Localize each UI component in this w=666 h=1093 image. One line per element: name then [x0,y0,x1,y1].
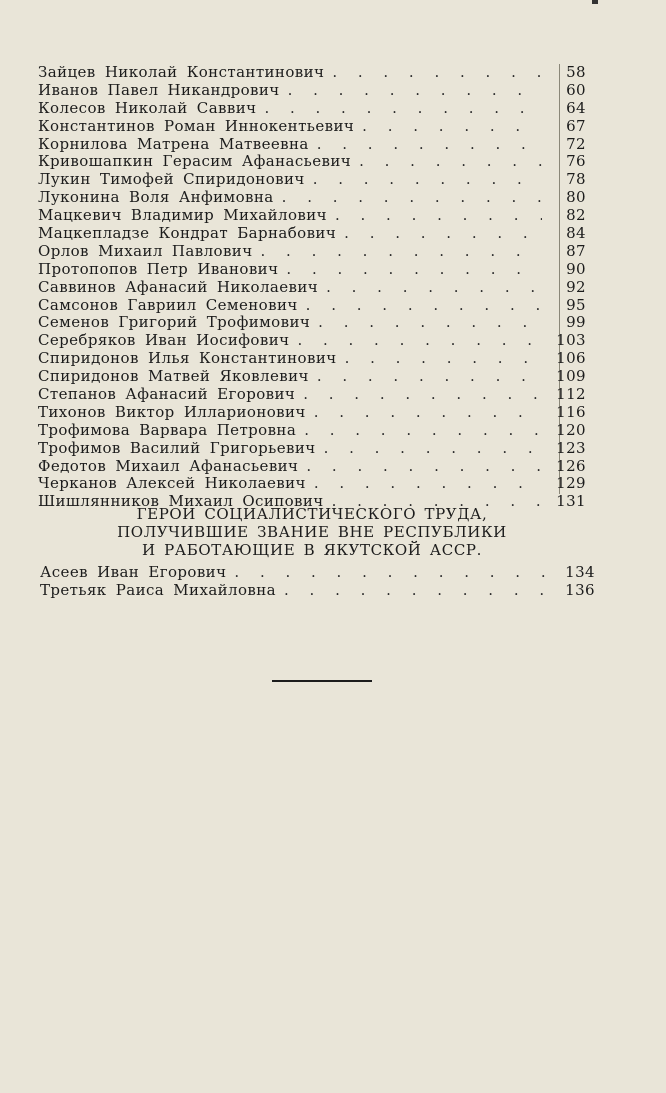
entry-name: Протопопов Петр Иванович [38,259,279,278]
entry-page-number: 120 [556,420,586,439]
entry-page-number: 136 [565,580,595,599]
dot-leader [314,475,542,493]
entry-name: Степанов Афанасий Егорович [38,385,296,404]
section-heading [38,505,586,559]
dot-leader [286,261,542,279]
dot-leader [317,368,542,386]
print-mark [592,0,598,4]
contents-entry [38,82,586,100]
contents-entry [38,297,586,315]
dot-leader [332,64,542,82]
contents-entry [38,153,586,171]
section-heading-line: ГЕРОИ СОЦИАЛИСТИЧЕСКОГО ТРУДА, [136,505,488,523]
entry-page-number: 134 [565,563,595,581]
entry-name: Семенов Григорий Трофимович [38,313,311,332]
contents-entry [38,332,586,350]
entry-name: Черканов Алексей Николаевич [38,474,306,493]
dot-leader [234,564,551,582]
entry-page-number: 116 [556,402,586,421]
section-heading-line: И РАБОТАЮЩИЕ В ЯКУТСКОЙ АССР. [142,541,482,559]
entry-name: Трофимов Василий Григорьевич [38,438,316,457]
dot-leader [345,350,542,368]
entry-page-number: 64 [566,98,586,117]
dot-leader [313,171,542,189]
contents-entry [38,189,586,207]
dot-leader [314,404,542,422]
contents-entry [38,243,586,261]
entry-page-number: 103 [556,331,586,350]
contents-entry [38,475,586,493]
section-contents-list [40,564,595,600]
entry-page-number: 80 [566,188,586,207]
dot-leader [304,422,542,440]
dot-leader [324,440,542,458]
entry-page-number: 112 [556,385,586,404]
contents-entry [38,386,586,404]
entry-page-number: 126 [556,456,586,475]
contents-entry [38,118,586,136]
contents-list [38,64,586,511]
dot-leader [288,82,542,100]
entry-name: Мацкевич Владимир Михайлович [38,206,327,225]
entry-name: Иванов Павел Никандрович [38,80,280,99]
entry-page-number: 58 [566,63,586,81]
entry-page-number: 92 [566,277,586,296]
section-heading-line: ПОЛУЧИВШИЕ ЗВАНИЕ ВНЕ РЕСПУБЛИКИ [117,523,507,541]
entry-page-number: 76 [566,152,586,171]
dot-leader [359,153,542,171]
contents-entry [40,582,595,600]
contents-entry [38,350,586,368]
dot-leader [282,189,542,207]
contents-entry [38,368,586,386]
contents-entry [38,225,586,243]
entry-name: Колесов Николай Саввич [38,98,257,117]
entry-name: Орлов Михаил Павлович [38,241,253,260]
dot-leader [318,314,542,332]
entry-page-number: 95 [566,295,586,314]
contents-entry [38,100,586,118]
entry-page-number: 106 [556,349,586,368]
dot-leader [344,225,542,243]
entry-name: Кривошапкин Герасим Афанасьевич [38,152,352,171]
dot-leader [335,207,542,225]
entry-page-number: 99 [566,313,586,332]
entry-page-number: 78 [566,170,586,189]
entry-page-number: 131 [556,492,586,511]
dot-leader [306,297,542,315]
entry-name: Лукин Тимофей Спиридонович [38,170,305,189]
entry-name: Спиридонов Илья Константинович [38,349,337,368]
contents-entry [38,207,586,225]
dot-leader [317,136,542,154]
entry-name: Корнилова Матрена Матвеевна [38,134,309,153]
entry-name: Шишлянников Михаил Осипович [38,492,324,511]
entry-name: Спиридонов Матвей Яковлевич [38,367,309,386]
entry-name: Зайцев Николай Константинович [38,63,325,81]
entry-page-number: 90 [566,259,586,278]
entry-name: Серебряков Иван Иосифович [38,331,290,350]
entry-name: Трофимова Варвара Петровна [38,420,297,439]
dot-leader [297,332,542,350]
entry-page-number: 82 [566,206,586,225]
contents-entry [38,261,586,279]
entry-page-number: 60 [566,80,586,99]
dot-leader [261,243,542,261]
contents-entry [38,440,586,458]
contents-entry [38,171,586,189]
entry-name: Федотов Михаил Афанасьевич [38,456,299,475]
contents-entry [40,564,595,582]
dot-leader [264,100,542,118]
entry-page-number: 129 [556,474,586,493]
contents-entry [38,136,586,154]
entry-name: Саввинов Афанасий Николаевич [38,277,319,296]
contents-entry [38,458,586,476]
dot-leader [284,582,551,600]
entry-page-number: 72 [566,134,586,153]
dot-leader [303,386,542,404]
entry-name: Мацкепладзе Кондрат Барнабович [38,224,337,243]
contents-entry [38,64,586,82]
entry-name: Третьяк Раиса Михайловна [40,580,277,599]
entry-name: Константинов Роман Иннокентьевич [38,116,355,135]
entry-name: Луконина Воля Анфимовна [38,188,274,207]
entry-page-number: 87 [566,241,586,260]
end-rule [272,680,372,682]
entry-page-number: 67 [566,116,586,135]
contents-entry [38,422,586,440]
dot-leader [326,279,542,297]
dot-leader [362,118,542,136]
dot-leader [306,458,542,476]
entry-name: Тихонов Виктор Илларионович [38,402,306,421]
contents-entry [38,314,586,332]
entry-page-number: 109 [556,367,586,386]
entry-name: Самсонов Гавриил Семенович [38,295,298,314]
contents-entry [38,404,586,422]
entry-page-number: 123 [556,438,586,457]
contents-entry [38,279,586,297]
entry-page-number: 84 [566,224,586,243]
entry-name: Асеев Иван Егорович [40,563,227,581]
